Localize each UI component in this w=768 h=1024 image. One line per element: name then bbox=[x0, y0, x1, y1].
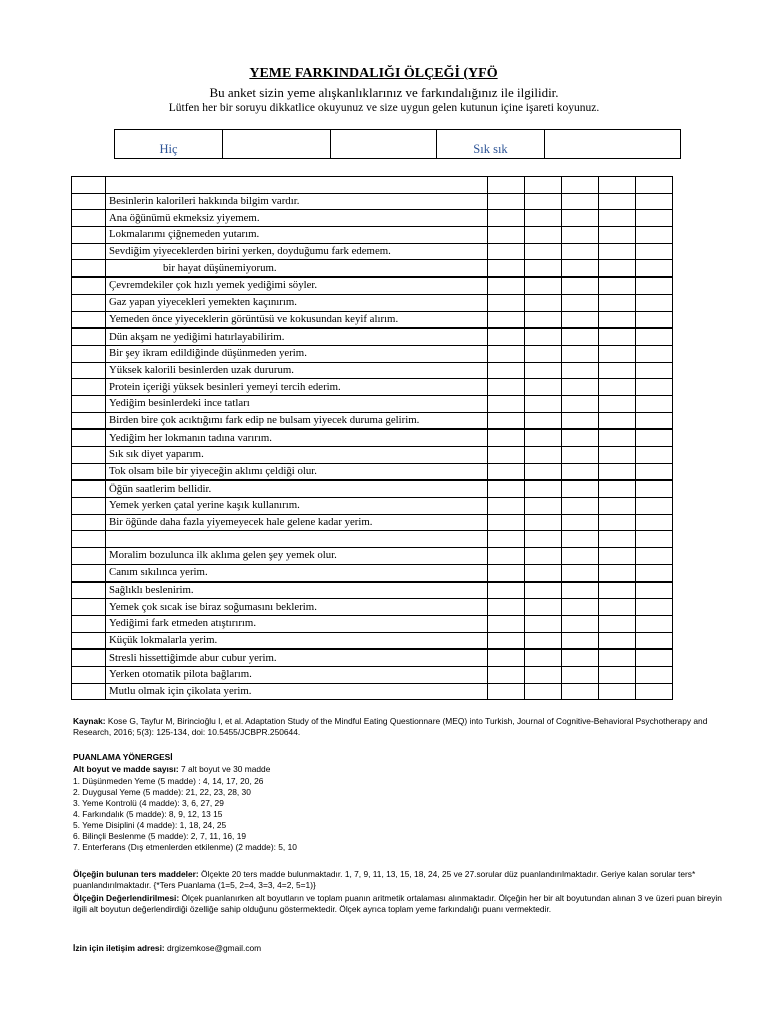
answer-checkbox[interactable] bbox=[599, 294, 636, 311]
answer-checkbox[interactable] bbox=[488, 683, 525, 700]
answer-checkbox[interactable] bbox=[525, 362, 562, 379]
answer-checkbox[interactable] bbox=[599, 193, 636, 210]
answer-checkbox[interactable] bbox=[599, 412, 636, 429]
answer-checkbox[interactable] bbox=[562, 514, 599, 531]
question-number-cell bbox=[72, 227, 106, 244]
question-text: Sık sık diyet yaparım. bbox=[106, 447, 488, 464]
contact-line: İzin için iletişim adresi: drgizemkose@gmail.com bbox=[73, 943, 262, 953]
answer-checkbox[interactable] bbox=[599, 447, 636, 464]
answer-checkbox[interactable] bbox=[525, 412, 562, 429]
answer-checkbox[interactable] bbox=[599, 683, 636, 700]
answer-checkbox[interactable] bbox=[636, 277, 673, 294]
answer-scale bbox=[114, 129, 681, 159]
question-row bbox=[72, 514, 673, 531]
scale-cell-1: Hiç bbox=[115, 130, 223, 159]
answer-checkbox[interactable] bbox=[599, 649, 636, 666]
answer-checkbox[interactable] bbox=[636, 243, 673, 260]
answer-checkbox[interactable] bbox=[525, 649, 562, 666]
answer-checkbox[interactable] bbox=[599, 463, 636, 480]
answer-checkbox[interactable] bbox=[599, 429, 636, 446]
answer-checkbox[interactable] bbox=[562, 531, 599, 548]
answer-checkbox[interactable] bbox=[636, 649, 673, 666]
subscale-item: 5. Yeme Disiplini (4 madde): 1, 18, 24, 25 bbox=[73, 820, 227, 830]
question-number-cell bbox=[72, 328, 106, 345]
answer-checkbox[interactable] bbox=[599, 531, 636, 548]
answer-checkbox[interactable] bbox=[525, 463, 562, 480]
question-text: Moralim bozulunca ilk aklıma gelen şey yemek olur. bbox=[106, 548, 488, 565]
question-number-cell bbox=[72, 379, 106, 396]
answer-checkbox[interactable] bbox=[599, 480, 636, 497]
answer-checkbox[interactable] bbox=[525, 243, 562, 260]
question-text: Sağlıklı beslenirim. bbox=[106, 582, 488, 599]
reverse-items-note: Ölçeğin bulunan ters maddeler: Ölçekte 20 ters madde bulunmaktadır. 1, 7, 9, 11, 13, 15, 18, 24, 25 ve 27.sorular düz puanlandırılmaktadır. Geriye kalan sorular ters* puanlandırılmaktadır. {*Ters Puanlama (1=5, 2=4, 3=3, 4=2, 5=1)} bbox=[73, 869, 696, 890]
answer-checkbox[interactable] bbox=[525, 395, 562, 412]
question-text bbox=[106, 177, 488, 194]
answer-checkbox[interactable] bbox=[599, 632, 636, 649]
answer-checkbox[interactable] bbox=[562, 177, 599, 194]
answer-checkbox[interactable] bbox=[562, 582, 599, 599]
answer-checkbox[interactable] bbox=[488, 227, 525, 244]
question-text: Protein içeriği yüksek besinleri yemeyi tercih ederim. bbox=[106, 379, 488, 396]
answer-checkbox[interactable] bbox=[488, 260, 525, 277]
answer-checkbox[interactable] bbox=[488, 632, 525, 649]
answer-checkbox[interactable] bbox=[562, 564, 599, 581]
question-row bbox=[72, 294, 673, 311]
question-text: bir hayat düşünemiyorum. bbox=[106, 260, 488, 277]
question-row bbox=[72, 277, 673, 294]
question-number-cell bbox=[72, 193, 106, 210]
question-row bbox=[72, 564, 673, 581]
answer-checkbox[interactable] bbox=[525, 294, 562, 311]
question-row bbox=[72, 632, 673, 649]
question-text: Yemek yerken çatal yerine kaşık kullanırım. bbox=[106, 498, 488, 515]
question-row bbox=[72, 243, 673, 260]
question-text: Dün akşam ne yediğimi hatırlayabilirim. bbox=[106, 328, 488, 345]
answer-checkbox[interactable] bbox=[562, 328, 599, 345]
question-number-cell bbox=[72, 683, 106, 700]
answer-checkbox[interactable] bbox=[599, 345, 636, 362]
question-number-cell bbox=[72, 564, 106, 581]
answer-checkbox[interactable] bbox=[525, 429, 562, 446]
answer-checkbox[interactable] bbox=[488, 599, 525, 616]
answer-checkbox[interactable] bbox=[636, 177, 673, 194]
question-number-cell bbox=[72, 277, 106, 294]
question-number-cell bbox=[72, 345, 106, 362]
question-row bbox=[72, 666, 673, 683]
question-number-cell bbox=[72, 582, 106, 599]
answer-checkbox[interactable] bbox=[488, 294, 525, 311]
question-text: Canım sıkılınca yerim. bbox=[106, 564, 488, 581]
question-number-cell bbox=[72, 362, 106, 379]
answer-checkbox[interactable] bbox=[525, 177, 562, 194]
question-row bbox=[72, 412, 673, 429]
question-row bbox=[72, 345, 673, 362]
scoring-title: PUANLAMA YÖNERGESİ bbox=[73, 752, 173, 762]
answer-checkbox[interactable] bbox=[599, 615, 636, 632]
answer-checkbox[interactable] bbox=[599, 243, 636, 260]
question-number-cell bbox=[72, 463, 106, 480]
question-table bbox=[71, 176, 673, 700]
question-number-cell bbox=[72, 615, 106, 632]
question-row bbox=[72, 311, 673, 328]
answer-checkbox[interactable] bbox=[562, 277, 599, 294]
question-row bbox=[72, 498, 673, 515]
question-number-cell bbox=[72, 243, 106, 260]
answer-checkbox[interactable] bbox=[488, 311, 525, 328]
answer-checkbox[interactable] bbox=[562, 311, 599, 328]
answer-checkbox[interactable] bbox=[562, 243, 599, 260]
subscale-item: 4. Farkındalık (5 madde): 8, 9, 12, 13 15 bbox=[73, 809, 223, 819]
scale-cell-5 bbox=[545, 130, 681, 159]
answer-checkbox[interactable] bbox=[599, 277, 636, 294]
answer-checkbox[interactable] bbox=[525, 498, 562, 515]
scale-cell-4: Sık sık bbox=[437, 130, 545, 159]
question-number-cell bbox=[72, 294, 106, 311]
answer-checkbox[interactable] bbox=[488, 666, 525, 683]
answer-checkbox[interactable] bbox=[599, 548, 636, 565]
subscale-item: 6. Bilinçli Beslenme (5 madde): 2, 7, 11, 16, 19 bbox=[73, 831, 247, 841]
answer-checkbox[interactable] bbox=[636, 362, 673, 379]
answer-checkbox[interactable] bbox=[562, 615, 599, 632]
question-text: Ana öğünümü ekmeksiz yiyemem. bbox=[106, 210, 488, 227]
question-text: Mutlu olmak için çikolata yerim. bbox=[106, 683, 488, 700]
answer-checkbox[interactable] bbox=[636, 294, 673, 311]
answer-checkbox[interactable] bbox=[599, 328, 636, 345]
answer-checkbox[interactable] bbox=[562, 498, 599, 515]
answer-checkbox[interactable] bbox=[599, 564, 636, 581]
question-row bbox=[72, 463, 673, 480]
answer-checkbox[interactable] bbox=[488, 345, 525, 362]
answer-checkbox[interactable] bbox=[525, 599, 562, 616]
question-number-cell bbox=[72, 447, 106, 464]
answer-checkbox[interactable] bbox=[636, 412, 673, 429]
question-row bbox=[72, 379, 673, 396]
question-row bbox=[72, 615, 673, 632]
question-number-cell bbox=[72, 632, 106, 649]
answer-checkbox[interactable] bbox=[636, 328, 673, 345]
answer-checkbox[interactable] bbox=[636, 548, 673, 565]
question-row bbox=[72, 649, 673, 666]
answer-checkbox[interactable] bbox=[636, 632, 673, 649]
question-number-cell bbox=[72, 514, 106, 531]
answer-checkbox[interactable] bbox=[636, 227, 673, 244]
answer-checkbox[interactable] bbox=[488, 514, 525, 531]
answer-checkbox[interactable] bbox=[562, 480, 599, 497]
answer-checkbox[interactable] bbox=[525, 548, 562, 565]
answer-checkbox[interactable] bbox=[636, 193, 673, 210]
question-number-cell bbox=[72, 498, 106, 515]
answer-checkbox[interactable] bbox=[562, 362, 599, 379]
answer-checkbox[interactable] bbox=[488, 210, 525, 227]
answer-checkbox[interactable] bbox=[488, 480, 525, 497]
answer-checkbox[interactable] bbox=[636, 210, 673, 227]
answer-checkbox[interactable] bbox=[562, 193, 599, 210]
answer-checkbox[interactable] bbox=[488, 447, 525, 464]
question-row bbox=[72, 177, 673, 194]
answer-checkbox[interactable] bbox=[488, 429, 525, 446]
answer-checkbox[interactable] bbox=[525, 564, 562, 581]
answer-checkbox[interactable] bbox=[488, 243, 525, 260]
answer-checkbox[interactable] bbox=[488, 412, 525, 429]
subscale-item: 1. Düşünmeden Yeme (5 madde) : 4, 14, 17, 20, 26 bbox=[73, 776, 264, 786]
answer-checkbox[interactable] bbox=[488, 548, 525, 565]
question-row bbox=[72, 447, 673, 464]
question-number-cell bbox=[72, 429, 106, 446]
answer-checkbox[interactable] bbox=[525, 277, 562, 294]
question-text: Yemek çok sıcak ise biraz soğumasını beklerim. bbox=[106, 599, 488, 616]
question-text bbox=[106, 531, 488, 548]
answer-checkbox[interactable] bbox=[599, 498, 636, 515]
answer-checkbox[interactable] bbox=[636, 395, 673, 412]
answer-checkbox[interactable] bbox=[562, 649, 599, 666]
question-text: Yerken otomatik pilota bağlarım. bbox=[106, 666, 488, 683]
question-text: Yediğim besinlerdeki ince tatları bbox=[106, 395, 488, 412]
question-text: Bir öğünde daha fazla yiyemeyecek hale gelene kadar yerim. bbox=[106, 514, 488, 531]
answer-checkbox[interactable] bbox=[636, 683, 673, 700]
question-number-cell bbox=[72, 210, 106, 227]
answer-checkbox[interactable] bbox=[562, 429, 599, 446]
answer-checkbox[interactable] bbox=[488, 277, 525, 294]
answer-checkbox[interactable] bbox=[636, 531, 673, 548]
question-text: Lokmalarımı çiğnemeden yutarım. bbox=[106, 227, 488, 244]
answer-checkbox[interactable] bbox=[636, 429, 673, 446]
question-text: Stresli hissettiğimde abur cubur yerim. bbox=[106, 649, 488, 666]
answer-checkbox[interactable] bbox=[488, 498, 525, 515]
question-text: Küçük lokmalarla yerim. bbox=[106, 632, 488, 649]
answer-checkbox[interactable] bbox=[562, 260, 599, 277]
question-text: Birden bire çok acıktığımı fark edip ne bulsam yiyecek duruma gelirim. bbox=[106, 412, 488, 429]
answer-checkbox[interactable] bbox=[525, 379, 562, 396]
answer-checkbox[interactable] bbox=[488, 531, 525, 548]
question-row bbox=[72, 429, 673, 446]
answer-checkbox[interactable] bbox=[525, 615, 562, 632]
answer-checkbox[interactable] bbox=[525, 227, 562, 244]
answer-checkbox[interactable] bbox=[525, 683, 562, 700]
question-number-cell bbox=[72, 412, 106, 429]
answer-checkbox[interactable] bbox=[525, 311, 562, 328]
question-number-cell bbox=[72, 177, 106, 194]
answer-checkbox[interactable] bbox=[562, 210, 599, 227]
answer-checkbox[interactable] bbox=[599, 177, 636, 194]
question-row bbox=[72, 193, 673, 210]
answer-checkbox[interactable] bbox=[636, 463, 673, 480]
answer-checkbox[interactable] bbox=[636, 514, 673, 531]
answer-checkbox[interactable] bbox=[636, 447, 673, 464]
question-row bbox=[72, 683, 673, 700]
answer-checkbox[interactable] bbox=[562, 345, 599, 362]
question-row bbox=[72, 531, 673, 548]
answer-checkbox[interactable] bbox=[636, 260, 673, 277]
question-text: Tok olsam bile bir yiyeceğin aklımı çeldiği olur. bbox=[106, 463, 488, 480]
question-text: Gaz yapan yiyecekleri yemekten kaçınırım. bbox=[106, 294, 488, 311]
answer-checkbox[interactable] bbox=[488, 362, 525, 379]
answer-checkbox[interactable] bbox=[599, 379, 636, 396]
question-number-cell bbox=[72, 531, 106, 548]
answer-checkbox[interactable] bbox=[525, 447, 562, 464]
question-number-cell bbox=[72, 599, 106, 616]
answer-checkbox[interactable] bbox=[562, 548, 599, 565]
question-number-cell bbox=[72, 311, 106, 328]
question-number-cell bbox=[72, 649, 106, 666]
instruction-text: Lütfen her bir soruyu dikkatlice okuyunuz ve size uygun gelen kutunun içine işareti koyunuz. bbox=[168, 102, 600, 114]
answer-checkbox[interactable] bbox=[525, 328, 562, 345]
answer-checkbox[interactable] bbox=[636, 615, 673, 632]
question-row bbox=[72, 548, 673, 565]
question-row bbox=[72, 227, 673, 244]
answer-checkbox[interactable] bbox=[636, 564, 673, 581]
question-row bbox=[72, 328, 673, 345]
answer-checkbox[interactable] bbox=[562, 447, 599, 464]
subscale-list bbox=[73, 776, 733, 853]
answer-checkbox[interactable] bbox=[562, 227, 599, 244]
question-number-cell bbox=[72, 548, 106, 565]
evaluation-note: Ölçeğin Değerlendirilmesi: Ölçek puanlanırken alt boyutların ve toplam puanın aritmetik ortalaması alınmaktadır. Ölçeğin her bir alt boyutundan alınan 3 ve üzeri puan bireyin ilgili alt boyutun değerlendirdiği özelliğe sahip olduğunu göstermektedir. Ölçek ayrıca toplam yeme farkındalığı puanı vermektedir. bbox=[73, 893, 722, 914]
answer-checkbox[interactable] bbox=[525, 514, 562, 531]
subscale-item: 3. Yeme Kontrolü (4 madde): 3, 6, 27, 29 bbox=[73, 798, 224, 808]
answer-checkbox[interactable] bbox=[599, 210, 636, 227]
answer-checkbox[interactable] bbox=[599, 599, 636, 616]
question-text: Yediğimi fark etmeden atıştırırım. bbox=[106, 615, 488, 632]
answer-checkbox[interactable] bbox=[599, 666, 636, 683]
answer-checkbox[interactable] bbox=[562, 379, 599, 396]
answer-checkbox[interactable] bbox=[488, 582, 525, 599]
answer-checkbox[interactable] bbox=[525, 632, 562, 649]
answer-checkbox[interactable] bbox=[599, 582, 636, 599]
answer-checkbox[interactable] bbox=[488, 463, 525, 480]
question-row bbox=[72, 362, 673, 379]
question-row bbox=[72, 260, 673, 277]
question-text: Besinlerin kalorileri hakkında bilgim vardır. bbox=[106, 193, 488, 210]
question-row bbox=[72, 480, 673, 497]
answer-checkbox[interactable] bbox=[488, 649, 525, 666]
scale-cell-2 bbox=[223, 130, 331, 159]
answer-checkbox[interactable] bbox=[525, 260, 562, 277]
answer-checkbox[interactable] bbox=[525, 531, 562, 548]
page-subtitle: Bu anket sizin yeme alışkanlıklarınız ve farkındalığınız ile ilgilidir. bbox=[209, 85, 559, 100]
question-text: Sevdiğim yiyeceklerden birini yerken, doyduğumu fark edemem. bbox=[106, 243, 488, 260]
answer-checkbox[interactable] bbox=[599, 311, 636, 328]
answer-checkbox[interactable] bbox=[636, 666, 673, 683]
answer-checkbox[interactable] bbox=[488, 615, 525, 632]
answer-checkbox[interactable] bbox=[562, 395, 599, 412]
question-row bbox=[72, 210, 673, 227]
answer-checkbox[interactable] bbox=[599, 514, 636, 531]
answer-checkbox[interactable] bbox=[599, 227, 636, 244]
answer-checkbox[interactable] bbox=[562, 666, 599, 683]
answer-checkbox[interactable] bbox=[599, 260, 636, 277]
answer-checkbox[interactable] bbox=[562, 683, 599, 700]
answer-checkbox[interactable] bbox=[636, 311, 673, 328]
question-number-cell bbox=[72, 480, 106, 497]
answer-checkbox[interactable] bbox=[525, 480, 562, 497]
question-text: Çevremdekiler çok hızlı yemek yediğimi söyler. bbox=[106, 277, 488, 294]
answer-checkbox[interactable] bbox=[525, 345, 562, 362]
answer-checkbox[interactable] bbox=[488, 193, 525, 210]
answer-checkbox[interactable] bbox=[525, 193, 562, 210]
answer-checkbox[interactable] bbox=[562, 294, 599, 311]
source-citation: Kaynak: Kose G, Tayfur M, Birincioğlu I, et al. Adaptation Study of the Mindful Eating Questionnare (MEQ) into Turkish, Journal of Cognitive-Behavioral Psychotherapy and Research, 2016; 5(3): 125-134, doi: 10.5455/JCBPR.250644. bbox=[73, 716, 708, 737]
answer-checkbox[interactable] bbox=[636, 480, 673, 497]
answer-checkbox[interactable] bbox=[599, 362, 636, 379]
answer-checkbox[interactable] bbox=[599, 395, 636, 412]
answer-checkbox[interactable] bbox=[562, 599, 599, 616]
answer-checkbox[interactable] bbox=[525, 582, 562, 599]
answer-checkbox[interactable] bbox=[636, 582, 673, 599]
question-text: Yüksek kalorili besinlerden uzak dururum. bbox=[106, 362, 488, 379]
question-row bbox=[72, 395, 673, 412]
answer-checkbox[interactable] bbox=[525, 666, 562, 683]
answer-checkbox[interactable] bbox=[488, 564, 525, 581]
answer-checkbox[interactable] bbox=[488, 328, 525, 345]
answer-checkbox[interactable] bbox=[525, 210, 562, 227]
question-text: Yediğim her lokmanın tadına varırım. bbox=[106, 429, 488, 446]
answer-checkbox[interactable] bbox=[488, 395, 525, 412]
subscale-item: 2. Duygusal Yeme (5 madde): 21, 22, 23, 28, 30 bbox=[73, 787, 251, 797]
answer-checkbox[interactable] bbox=[636, 599, 673, 616]
subscale-summary: Alt boyut ve madde sayısı: 7 alt boyut ve 30 madde bbox=[73, 764, 271, 774]
answer-checkbox[interactable] bbox=[636, 498, 673, 515]
answer-checkbox[interactable] bbox=[636, 345, 673, 362]
question-number-cell bbox=[72, 395, 106, 412]
answer-checkbox[interactable] bbox=[562, 632, 599, 649]
subscale-item: 7. Enterferans (Dış etmenlerden etkilenme) (2 madde): 5, 10 bbox=[73, 842, 297, 852]
question-text: Bir şey ikram edildiğinde düşünmeden yerim. bbox=[106, 345, 488, 362]
answer-checkbox[interactable] bbox=[562, 463, 599, 480]
question-row bbox=[72, 599, 673, 616]
question-row bbox=[72, 582, 673, 599]
question-number-cell bbox=[72, 666, 106, 683]
answer-checkbox[interactable] bbox=[488, 379, 525, 396]
answer-checkbox[interactable] bbox=[562, 412, 599, 429]
question-text: Öğün saatlerim bellidir. bbox=[106, 480, 488, 497]
question-text: Yemeden önce yiyeceklerin görüntüsü ve kokusundan keyif alırım. bbox=[106, 311, 488, 328]
question-number-cell bbox=[72, 260, 106, 277]
answer-checkbox[interactable] bbox=[488, 177, 525, 194]
answer-checkbox[interactable] bbox=[636, 379, 673, 396]
page-title: YEME FARKINDALIĞI ÖLÇEĞİ (YFÖ bbox=[249, 66, 498, 81]
scale-cell-3 bbox=[331, 130, 437, 159]
